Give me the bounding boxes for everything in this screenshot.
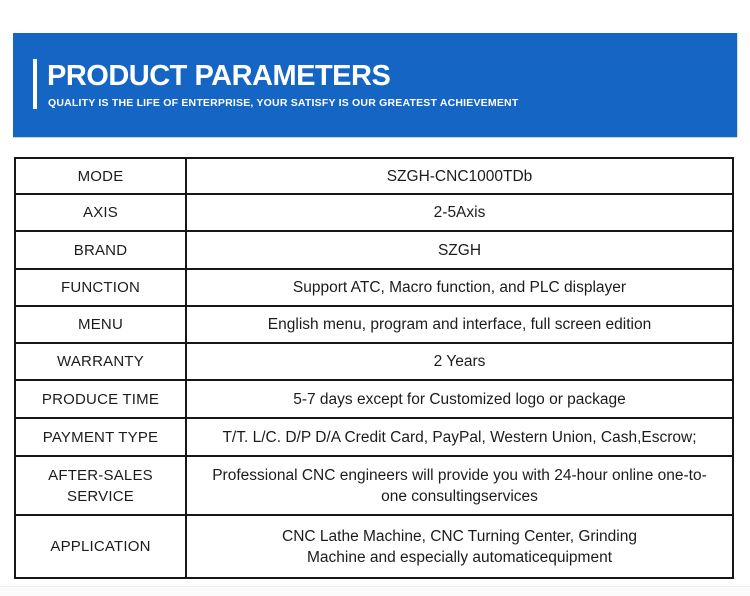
row-value-mode: SZGH-CNC1000TDb <box>186 158 733 194</box>
table-row <box>15 456 733 515</box>
row-label-payment-type: PAYMENT TYPE <box>15 418 186 456</box>
table-row <box>15 306 733 343</box>
table-row <box>15 380 733 418</box>
page-subtitle: QUALITY IS THE LIFE OF ENTERPRISE, YOUR SATISFY IS OUR GREATEST ACHIEVEMENT <box>48 97 519 109</box>
row-label-after-sales-service: AFTER-SALES SERVICE <box>15 456 186 515</box>
row-value-axis: 2-5Axis <box>186 194 733 231</box>
row-label-produce-time: PRODUCE TIME <box>15 380 186 418</box>
parameters-table <box>14 157 734 579</box>
row-label-brand: BRAND <box>15 231 186 269</box>
row-label-warranty: WARRANTY <box>15 343 186 380</box>
row-value-menu: English menu, program and interface, full screen edition <box>186 306 733 343</box>
row-label-menu: MENU <box>15 306 186 343</box>
row-label-function: FUNCTION <box>15 269 186 306</box>
row-value-brand: SZGH <box>186 231 733 269</box>
row-label-axis: AXIS <box>15 194 186 231</box>
row-value-payment-type: T/T. L/C. D/P D/A Credit Card, PayPal, Western Union, Cash,Escrow; <box>186 418 733 456</box>
table-row <box>15 418 733 456</box>
row-value-application: CNC Lathe Machine, CNC Turning Center, Grinding Machine and especially automaticequipment <box>186 515 733 578</box>
row-label-application: APPLICATION <box>15 515 186 578</box>
row-value-function: Support ATC, Macro function, and PLC displayer <box>186 269 733 306</box>
row-label-mode: MODE <box>15 158 186 194</box>
page-title: PRODUCT PARAMETERS <box>47 60 391 92</box>
table-row <box>15 515 733 578</box>
table-row <box>15 269 733 306</box>
table-row <box>15 343 733 380</box>
table-row <box>15 158 733 194</box>
row-value-after-sales-service: Professional CNC engineers will provide you with 24-hour online one-to-one consultingservices <box>186 456 733 515</box>
title-accent-bar <box>33 59 37 109</box>
product-parameters-banner <box>13 33 737 137</box>
row-value-warranty: 2 Years <box>186 343 733 380</box>
table-row <box>15 194 733 231</box>
row-value-produce-time: 5-7 days except for Customized logo or package <box>186 380 733 418</box>
table-row <box>15 231 733 269</box>
